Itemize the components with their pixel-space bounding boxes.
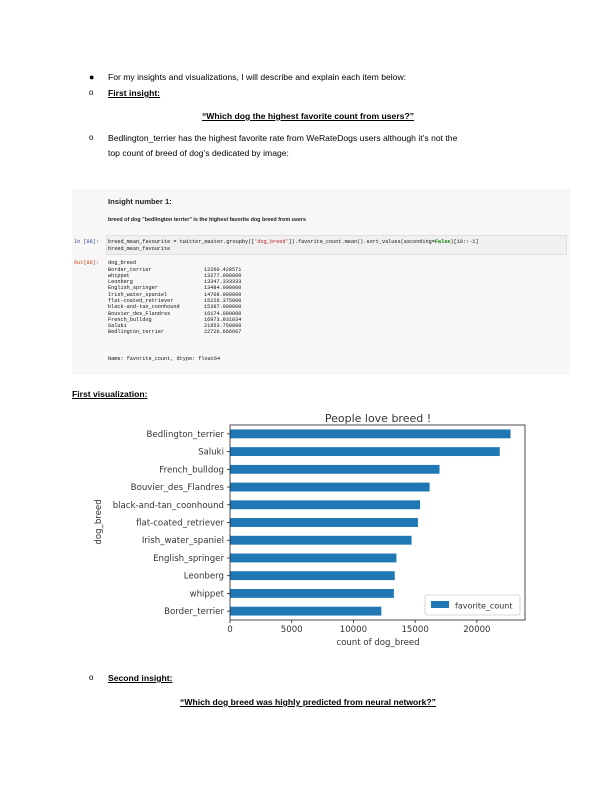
y-tick-label: English_springer <box>153 553 224 564</box>
code-line-2: breed_mean_favourite <box>108 246 171 252</box>
output-breed: black-and-tan_coonhound <box>108 304 180 311</box>
notebook-heading: Insight number 1: <box>108 197 172 206</box>
output-breed: English_springer <box>108 285 158 292</box>
x-tick-label: 5000 <box>280 625 303 635</box>
output-footer: Name: favorite_count, dtype: float64 <box>108 356 221 362</box>
code-line-1: breed_mean_favourite = twitter_master.groupby(['dog_breed']).favorite_count.mean().sort_values(ascending=False)[10::-1] <box>108 239 479 245</box>
output-breed: Irish_water_spaniel <box>108 291 168 298</box>
bar-flat-coated-retriever <box>230 518 418 527</box>
output-breed: flat-coated_retriever <box>108 297 174 304</box>
y-tick-label: Irish_water_spaniel <box>141 536 224 547</box>
legend-swatch <box>431 601 449 608</box>
output-breed: French_bulldog <box>108 316 152 323</box>
y-tick-label: Leonberg <box>183 571 224 582</box>
bar-bedlington-terrier <box>230 429 511 438</box>
x-tick-label: 10000 <box>339 625 368 635</box>
chart-title: People love breed ! <box>324 412 432 425</box>
chart-legend <box>425 595 520 615</box>
second-insight-label: Second insight: <box>108 673 173 683</box>
output-header: dog_breed <box>108 260 137 266</box>
y-tick-label: French_bulldog <box>159 465 224 476</box>
first-insight-question: “Which dog the highest favorite count from users?” <box>202 111 414 121</box>
x-tick-label: 15000 <box>401 625 429 635</box>
output-value: 14708.000000 <box>204 291 242 298</box>
output-value: 13484.000000 <box>204 285 242 292</box>
output-breed: whippet <box>108 272 130 279</box>
bar-border-terrier <box>230 607 381 616</box>
bullet-circle-icon: o <box>89 88 94 97</box>
legend-label: favorite_count <box>455 601 513 611</box>
bullet-circle-icon: o <box>89 673 94 682</box>
bar-saluki <box>230 447 500 456</box>
bar-english-springer <box>230 554 396 563</box>
bullet-circle-icon: o <box>89 133 94 142</box>
first-finding-line2: top count of breed of dog’s dedicated by image: <box>108 148 289 158</box>
bar-whippet <box>230 589 394 598</box>
output-value: 15397.000000 <box>204 304 242 311</box>
y-tick-label: Bedlington_terrier <box>146 429 224 440</box>
y-tick-label: Border_terrier <box>164 607 224 618</box>
x-tick-label: 20000 <box>463 625 491 635</box>
x-axis-label: count of dog_breed <box>336 638 420 648</box>
intro-text: For my insights and visualizations, I will describe and explain each item below: <box>108 72 407 82</box>
notebook-subheading: breed of dog "bedlington terrier" is the highest favorite dog breed from users <box>108 217 307 223</box>
x-tick-label: 0 <box>227 625 233 635</box>
first-visualization-label: First visualization: <box>72 389 148 399</box>
first-finding-line1: Bedlington_terrier has the highest favorite rate from WeRateDogs users although it’s not the <box>108 133 458 143</box>
y-tick-label: Bouvier_des_Flandres <box>130 483 224 494</box>
output-value: 12260.428571 <box>204 266 242 273</box>
output-breed: Leonberg <box>108 279 133 286</box>
first-insight-label: First insight: <box>108 88 161 98</box>
output-value: 13347.333333 <box>204 279 242 286</box>
y-axis-label: dog_breed <box>94 499 104 545</box>
output-breed: Bouvier_des_Flandres <box>108 310 171 317</box>
output-breed: Saluki <box>108 323 127 330</box>
bar-irish-water-spaniel <box>230 536 412 545</box>
bar-leonberg <box>230 571 395 580</box>
y-tick-label: Saluki <box>198 447 224 458</box>
out-prompt: Out[88]: <box>74 260 99 266</box>
output-value: 13277.000000 <box>204 272 242 279</box>
y-tick-label: whippet <box>189 589 224 600</box>
output-value: 22726.666667 <box>204 329 242 336</box>
y-tick-label: black-and-tan_coonhound <box>112 500 224 511</box>
bullet-dot-icon: ● <box>89 72 95 82</box>
y-tick-label: flat-coated_retriever <box>136 518 224 529</box>
in-prompt: In [88]: <box>74 239 99 245</box>
bar-black-and-tan-coonhound <box>230 500 420 509</box>
bar-bouvier-des-flandres <box>230 483 430 492</box>
output-value: 16973.931034 <box>204 316 242 323</box>
output-breed: Border_terrier <box>108 266 152 273</box>
bar-french-bulldog <box>230 465 440 474</box>
output-value: 21853.750000 <box>204 323 242 330</box>
output-breed: Bedlington_terrier <box>108 329 165 336</box>
output-value: 15226.375000 <box>204 297 242 304</box>
second-insight-question: “Which dog breed was highly predicted from neural network?” <box>180 697 436 707</box>
output-value: 16174.000000 <box>204 310 242 317</box>
